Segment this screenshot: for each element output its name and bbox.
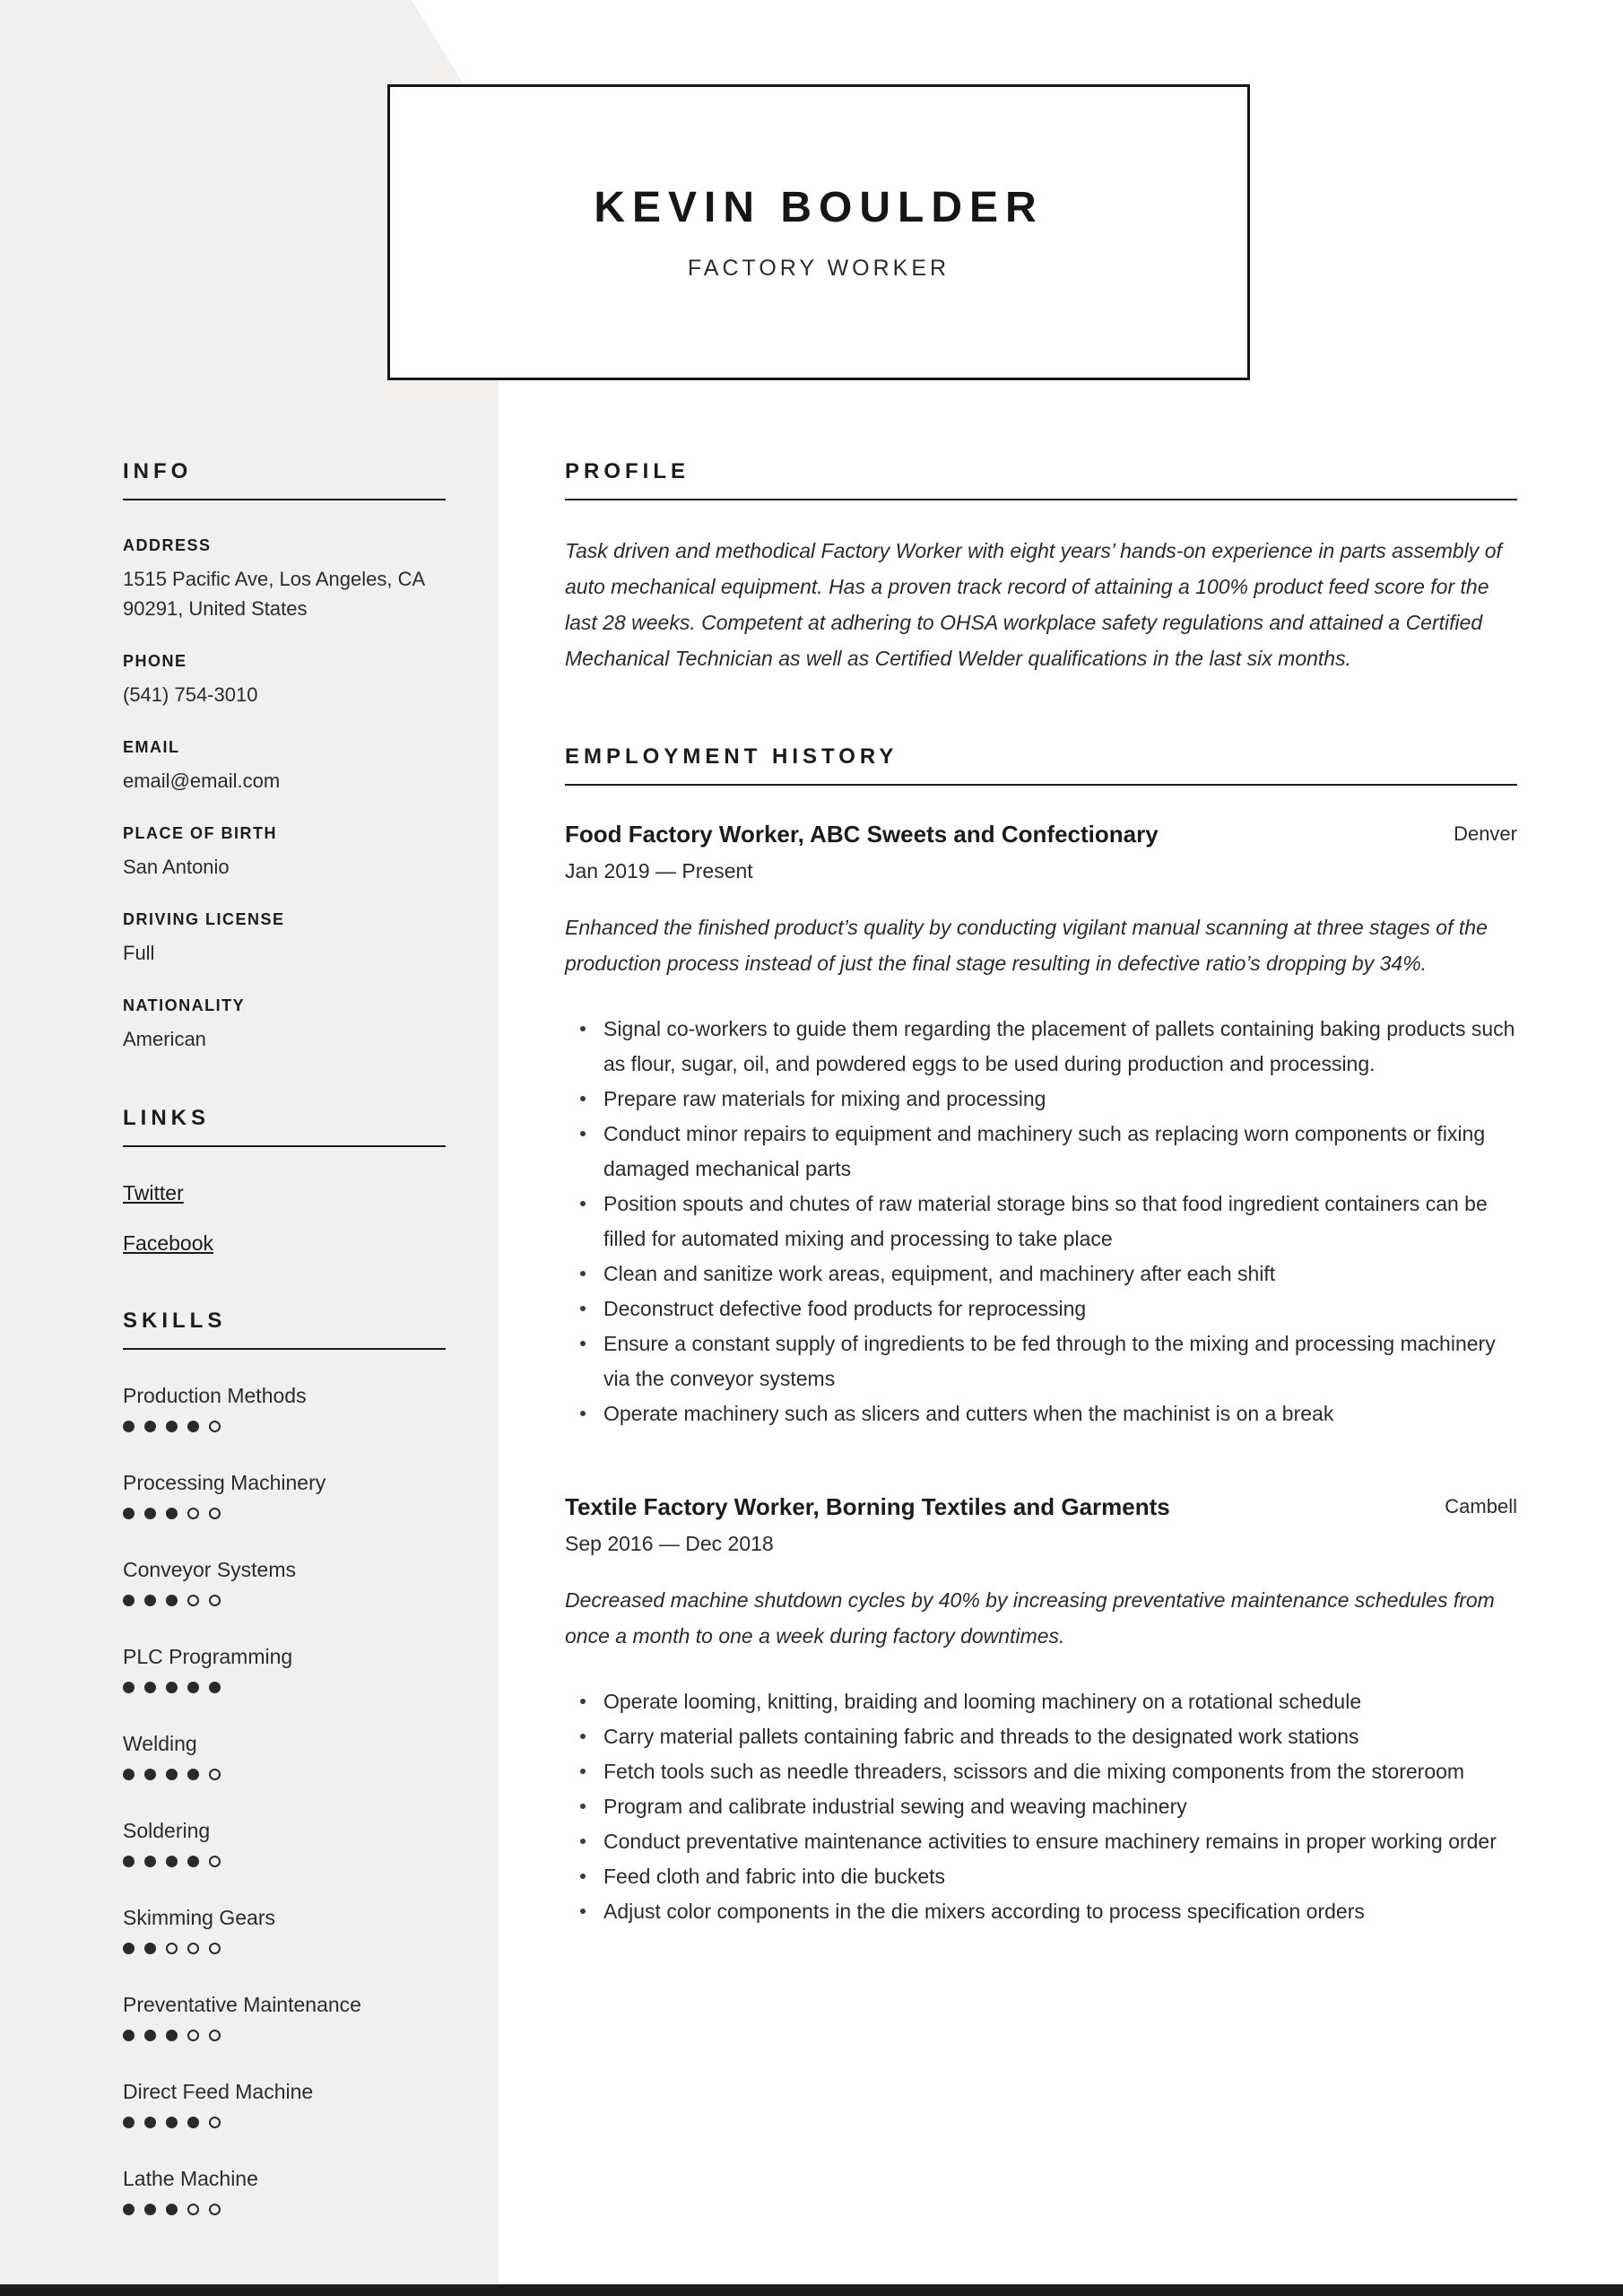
job-header [565, 1491, 1517, 1523]
info-field-label: PLACE OF BIRTH [123, 824, 277, 842]
skill-dot-filled [166, 1682, 178, 1693]
skill-name: PLC Programming [123, 1645, 293, 1668]
skills-list [123, 1382, 446, 2216]
skill-name: Lathe Machine [123, 2167, 258, 2190]
skill-dot-empty [209, 1421, 221, 1432]
info-field-address [123, 536, 446, 623]
job-bullet-list [565, 1012, 1517, 1431]
job-header [565, 818, 1517, 850]
skill-dot-filled [187, 2117, 199, 2128]
bullet-item: Adjust color components in the die mixers according to process specification orders [603, 1894, 1517, 1929]
skill-dot-filled [187, 1682, 199, 1693]
info-field-label: EMAIL [123, 738, 180, 756]
skill-dot-filled [144, 2117, 156, 2128]
skill-level-dots [123, 2117, 446, 2129]
bullet-item: Feed cloth and fabric into die buckets [603, 1859, 1517, 1894]
skill-dot-filled [166, 2204, 178, 2215]
profile-heading: PROFILE [565, 459, 1517, 500]
skill-dot-filled [144, 1856, 156, 1867]
skill-dot-empty [209, 1856, 221, 1867]
skill-name: Direct Feed Machine [123, 2080, 314, 2103]
link-facebook[interactable]: Facebook [123, 1231, 214, 1255]
job-entry [565, 1491, 1517, 1929]
job-summary: Enhanced the finished product’s quality by conducting vigilant manual scanning at three stages of the production process instead of just the final stage resulting in defective ratio’s dropping by 34%. [565, 916, 1488, 975]
skill-dot-filled [144, 2204, 156, 2215]
skill-dot-filled [187, 1856, 199, 1867]
job-entry [565, 818, 1517, 1431]
link-twitter[interactable]: Twitter [123, 1181, 184, 1205]
skill-name: Production Methods [123, 1384, 307, 1407]
job-dates: Jan 2019 — Present [565, 859, 753, 883]
page-title: KEVIN BOULDER [594, 184, 1044, 231]
bullet-item: Operate machinery such as slicers and cutters when the machinist is on a break [603, 1396, 1517, 1431]
skill-dot-filled [187, 1769, 199, 1780]
skill-name: Conveyor Systems [123, 1558, 297, 1581]
skill-dot-empty [209, 2117, 221, 2128]
links-list [123, 1179, 446, 1257]
job-location: Cambell [1445, 1495, 1517, 1518]
skill-dot-filled [166, 1508, 178, 1519]
skill-dot-filled [166, 1595, 178, 1606]
bullet-item: Carry material pallets containing fabric and threads to the designated work stations [603, 1719, 1517, 1754]
bullet-item: Conduct minor repairs to equipment and machinery such as replacing worn components or fixing damaged mechanical parts [603, 1117, 1517, 1187]
job-dates: Sep 2016 — Dec 2018 [565, 1532, 774, 1555]
skill-item [123, 2165, 446, 2216]
info-fields [123, 536, 446, 1054]
skill-item [123, 1643, 446, 1694]
employment-section [565, 744, 1517, 1929]
skills-heading: SKILLS [123, 1309, 446, 1350]
info-heading: INFO [123, 459, 446, 500]
skill-dot-empty [209, 1595, 221, 1606]
bullet-item: Fetch tools such as needle threaders, scissors and die mixing components from the storeroom [603, 1754, 1517, 1789]
bullet-item: Conduct preventative maintenance activities to ensure machinery remains in proper working order [603, 1824, 1517, 1859]
info-field-value: Full [123, 942, 155, 964]
employment-heading: EMPLOYMENT HISTORY [565, 744, 1517, 786]
skill-dot-filled [123, 1943, 135, 1954]
skill-dot-empty [209, 1943, 221, 1954]
profile-text: Task driven and methodical Factory Worker with eight years’ hands-on experience in parts assembly of auto mechanical equipment. Has a proven track record of attaining a 100% product feed score for the last 28 weeks. Competent at adhering to OHSA workplace safety regulations and attained a Certified Mechanical Technician as well as Certified Welder qualifications in the last six months. [565, 539, 1502, 670]
skill-level-dots [123, 1421, 446, 1433]
skill-item [123, 2078, 446, 2129]
info-field-phone [123, 652, 446, 709]
skill-dot-filled [123, 1595, 135, 1606]
skill-name: Processing Machinery [123, 1471, 326, 1494]
main-column [565, 459, 1517, 1929]
info-field-value: 1515 Pacific Ave, Los Angeles, CA 90291, United States [123, 568, 424, 620]
skill-dot-filled [144, 1682, 156, 1693]
info-field-label: DRIVING LICENSE [123, 910, 285, 928]
info-field-value: San Antonio [123, 856, 230, 878]
skills-section [123, 1309, 446, 2216]
bullet-item: Deconstruct defective food products for reprocessing [603, 1292, 1517, 1326]
bullet-item: Position spouts and chutes of raw material storage bins so that food ingredient containers can be filled for automated mixing and processing to take place [603, 1187, 1517, 1257]
skill-dot-empty [209, 2030, 221, 2041]
sidebar-column [123, 459, 446, 2252]
info-field-value: (541) 754-3010 [123, 683, 258, 706]
bullet-item: Operate looming, knitting, braiding and looming machinery on a rotational schedule [603, 1684, 1517, 1719]
skill-dot-empty [187, 1595, 199, 1606]
info-field-label: ADDRESS [123, 536, 212, 554]
job-subtitle: FACTORY WORKER [687, 256, 950, 281]
skill-item [123, 1817, 446, 1868]
skill-dot-filled [144, 1769, 156, 1780]
skill-level-dots [123, 1508, 446, 1520]
skill-dot-filled [144, 1508, 156, 1519]
skill-dot-empty [187, 1508, 199, 1519]
skill-dot-filled [123, 2030, 135, 2041]
bullet-item: Signal co-workers to guide them regarding the placement of pallets containing baking products such as flour, sugar, oil, and powdered eggs to be used during production and processing. [603, 1012, 1517, 1082]
info-field-value: American [123, 1028, 206, 1050]
skill-dot-filled [166, 1856, 178, 1867]
job-title: Textile Factory Worker, Borning Textiles and Garments [565, 1493, 1170, 1520]
skill-item [123, 1904, 446, 1955]
skill-item [123, 1382, 446, 1433]
skill-dot-filled [123, 1508, 135, 1519]
job-summary: Decreased machine shutdown cycles by 40% by increasing preventative maintenance schedules from once a month to one a week during factory downtimes. [565, 1588, 1495, 1648]
skill-name: Soldering [123, 1819, 211, 1842]
info-field-value: email@email.com [123, 770, 281, 792]
bullet-item: Prepare raw materials for mixing and processing [603, 1082, 1517, 1117]
skill-item [123, 1556, 446, 1607]
skill-dot-filled [123, 1856, 135, 1867]
skill-dot-filled [209, 1682, 221, 1693]
info-field-nationality [123, 996, 446, 1054]
skill-name: Welding [123, 1732, 197, 1755]
skill-dot-empty [187, 2204, 199, 2215]
skill-level-dots [123, 1595, 446, 1607]
bullet-item: Clean and sanitize work areas, equipment, and machinery after each shift [603, 1257, 1517, 1292]
footer-bar [0, 2284, 1623, 2296]
skill-dot-filled [166, 1769, 178, 1780]
job-title: Food Factory Worker, ABC Sweets and Confectionary [565, 821, 1159, 848]
skill-name: Skimming Gears [123, 1906, 275, 1929]
job-bullet-list [565, 1684, 1517, 1929]
skill-dot-filled [166, 2030, 178, 2041]
info-field-label: NATIONALITY [123, 996, 246, 1014]
skill-dot-empty [209, 2204, 221, 2215]
info-field-email [123, 738, 446, 796]
skill-level-dots [123, 2204, 446, 2216]
skill-dot-filled [123, 1769, 135, 1780]
links-section [123, 1106, 446, 1257]
skill-dot-filled [144, 1421, 156, 1432]
links-heading: LINKS [123, 1106, 446, 1147]
job-location: Denver [1454, 822, 1517, 845]
skill-dot-filled [123, 1421, 135, 1432]
skill-dot-empty [166, 1943, 178, 1954]
bullet-item: Program and calibrate industrial sewing and weaving machinery [603, 1789, 1517, 1824]
skill-dot-filled [144, 1943, 156, 1954]
bullet-item: Ensure a constant supply of ingredients to be fed through to the mixing and processing machinery via the conveyor systems [603, 1326, 1517, 1396]
info-field-label: PHONE [123, 652, 187, 670]
skill-level-dots [123, 1682, 446, 1694]
skill-dot-empty [209, 1769, 221, 1780]
info-section [123, 459, 446, 1054]
info-field-driving-license [123, 910, 446, 968]
skill-dot-filled [144, 2030, 156, 2041]
skill-level-dots [123, 1856, 446, 1868]
skill-level-dots [123, 2030, 446, 2042]
skill-dot-filled [123, 2117, 135, 2128]
skill-level-dots [123, 1769, 446, 1781]
skill-level-dots [123, 1943, 446, 1955]
skill-dot-empty [209, 1508, 221, 1519]
content-columns [123, 459, 1517, 2252]
skill-dot-empty [187, 2030, 199, 2041]
skill-dot-filled [144, 1595, 156, 1606]
skill-dot-filled [166, 1421, 178, 1432]
skill-item [123, 1730, 446, 1781]
skill-dot-filled [123, 2204, 135, 2215]
header-box [387, 84, 1250, 380]
skill-item [123, 1469, 446, 1520]
skill-dot-filled [166, 2117, 178, 2128]
skill-dot-filled [123, 1682, 135, 1693]
profile-section [565, 459, 1517, 676]
skill-name: Preventative Maintenance [123, 1993, 361, 2016]
skill-dot-filled [187, 1421, 199, 1432]
info-field-place-of-birth [123, 824, 446, 882]
skill-item [123, 1991, 446, 2042]
skill-dot-empty [187, 1943, 199, 1954]
